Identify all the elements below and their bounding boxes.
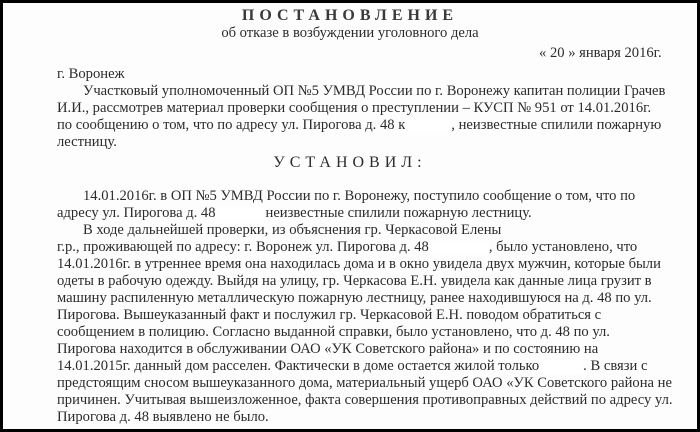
redaction-box bbox=[429, 241, 489, 255]
body-line-4-start: г.р., проживающей по адресу: г. Воронеж ул. Пирогова д. 48 bbox=[57, 239, 429, 255]
body-line-1: 14.01.2016г. в ОП №5 УМВД России по г. Воронежу, поступило сообщение о том, что по bbox=[83, 188, 636, 204]
body-line-5: 14.01.2016г. в утреннее время она находилась дома и в окно увидела двух мужчин, которые были bbox=[57, 256, 661, 272]
body-line-14: Пирогова д. 48 выявлено не было. bbox=[57, 409, 269, 425]
intro-line-3-end: , неизвестные спилили пожарную bbox=[451, 117, 662, 133]
body-line-11-end: . В связи с bbox=[583, 358, 648, 374]
body-line-4-end: , было установлено, что bbox=[488, 239, 638, 255]
redaction-box bbox=[539, 360, 583, 374]
body-line-8: Пирогова. Вышеуказанный факт и послужил гр. Черкасовой Е.Н. поводом обратиться с bbox=[57, 307, 602, 323]
body-line-2 bbox=[57, 205, 532, 222]
document-city: г. Воронеж bbox=[57, 66, 125, 82]
body-line-4 bbox=[57, 239, 637, 256]
body-line-3: В ходе дальнейшей проверки, из объяснения гр. Черкасовой Елены bbox=[83, 222, 502, 238]
document-title: ПОСТАНОВЛЕНИЕ bbox=[241, 7, 459, 24]
intro-line-2: И.И., рассмотрев материал проверки сообщения о преступлении – КУСП № 951 от 14.01.2016г. bbox=[57, 100, 652, 116]
document-date: « 20 » января 2016г. bbox=[539, 45, 662, 61]
body-line-12: предстоящим сносом вышеуказанного дома, материальный ущерб ОАО «УК Советского района не bbox=[57, 375, 672, 391]
intro-line-4: лестницу. bbox=[57, 134, 117, 150]
redaction-box bbox=[216, 207, 266, 221]
body-line-10: Пирогова находится в обслуживании ОАО «УК Советского района» и по состоянию на bbox=[57, 341, 599, 357]
body-line-11-start: 14.01.2015г. данный дом расселен. Фактически в доме остается жилой только bbox=[57, 358, 540, 374]
body-line-2-end: неизвестные спилили пожарную лестницу. bbox=[265, 205, 532, 221]
body-line-13: причинен. Учитывая вышеизложенное, факта совершения противоправных действий по адресу ул. bbox=[57, 392, 673, 408]
body-line-7: машину распиленную металлическую пожарную лестницу, ранее находившуюся на д. 48 по ул. bbox=[57, 290, 652, 306]
intro-line-1: Участковый уполномоченный ОП №5 УМВД России по г. Воронежу капитан полиции Грачев bbox=[83, 83, 666, 99]
body-line-11 bbox=[57, 358, 647, 375]
body-line-2-start: адресу ул. Пирогова д. 48 bbox=[57, 205, 216, 221]
section-heading: УСТАНОВИЛ: bbox=[273, 154, 427, 171]
document-subtitle: об отказе в возбуждении уголовного дела bbox=[221, 25, 479, 41]
body-line-9: сообщением в полицию. Согласно выданной справки, было установлено, что д. 48 по ул. bbox=[57, 324, 610, 340]
intro-line-3 bbox=[57, 117, 661, 134]
body-line-6: одеты в рабочую одежду. Выйдя на улицу, гр. Черкасова Е.Н. увидела как данные лица грузит в bbox=[57, 273, 652, 289]
redaction-box bbox=[405, 119, 451, 133]
intro-line-3-start: по сообщению о том, что по адресу ул. Пирогова д. 48 к bbox=[57, 117, 406, 133]
